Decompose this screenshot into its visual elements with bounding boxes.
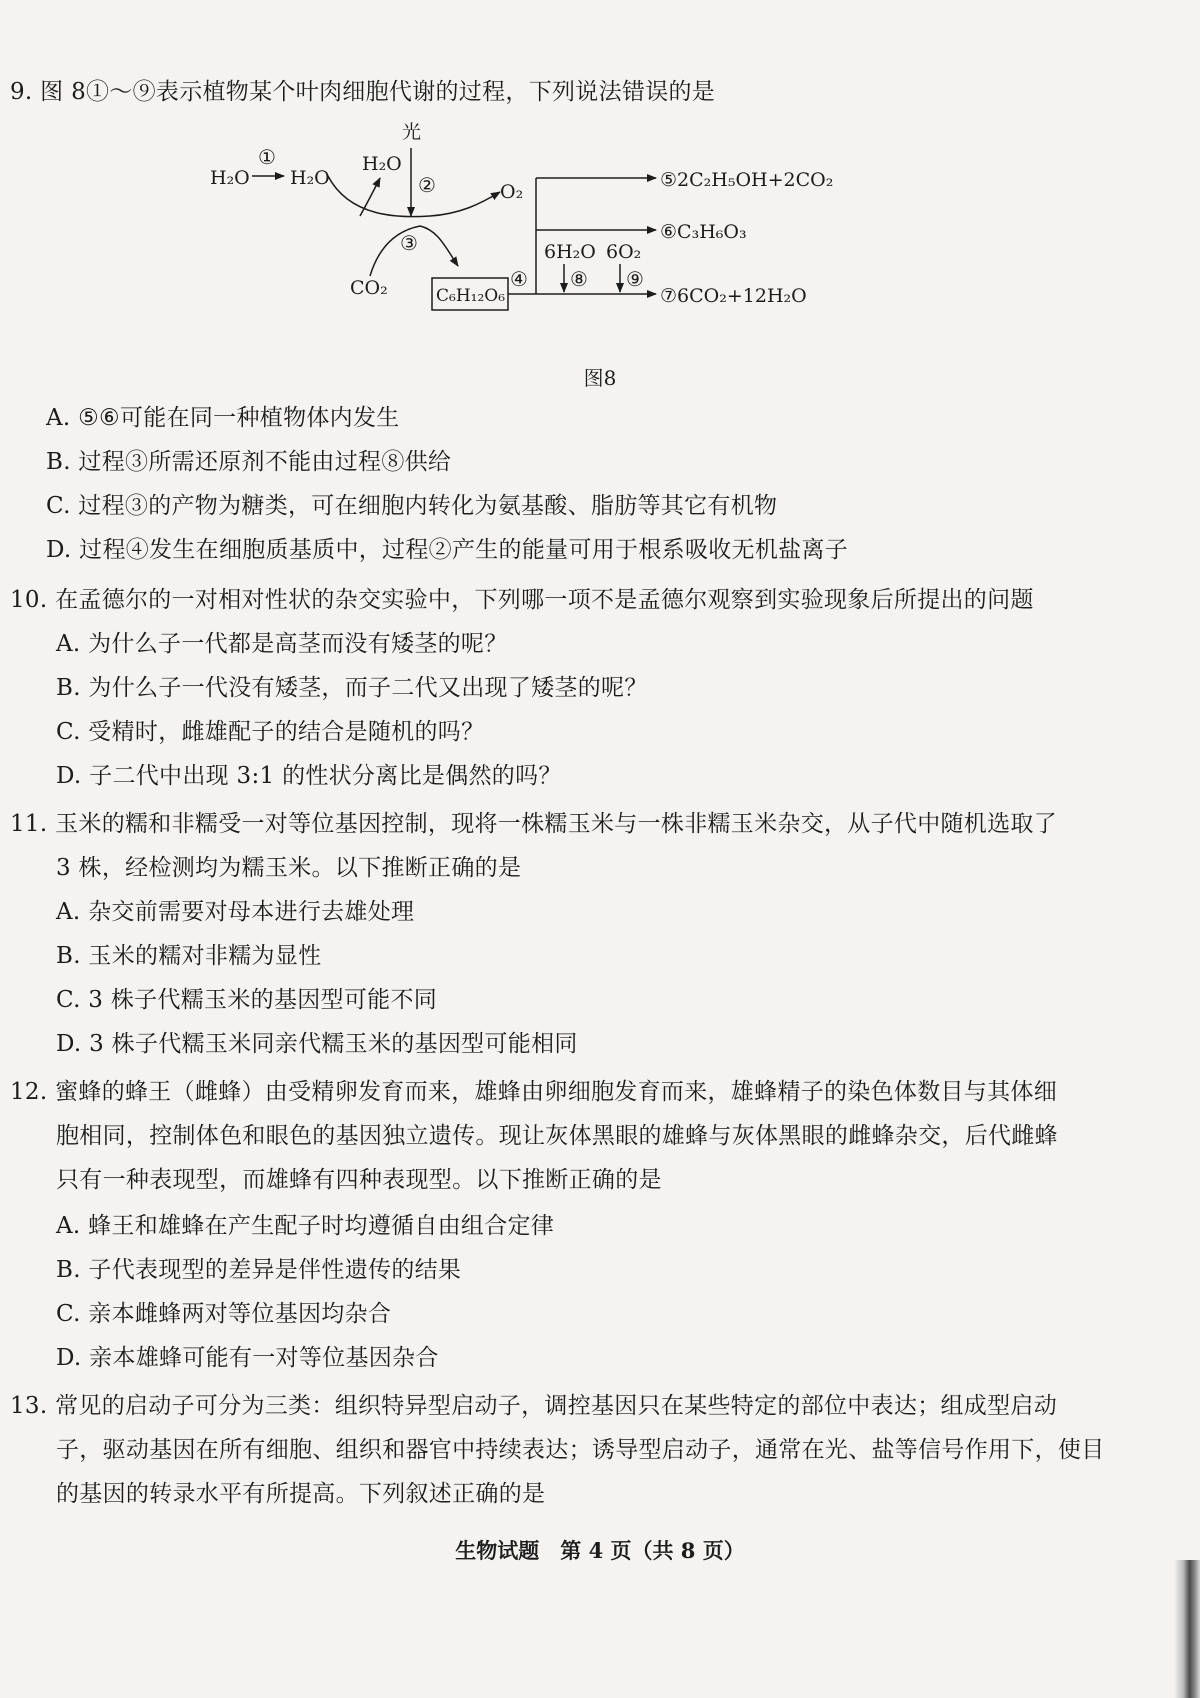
q10-option-d: D. 子二代中出现 3:1 的性状分离比是偶然的吗？ <box>56 763 562 789</box>
figure-8-diagram <box>200 118 880 358</box>
scan-edge-shadow <box>1174 1560 1200 1698</box>
light-label: 光 <box>402 121 422 143</box>
q12-option-b: B. 子代表现型的差异是伴性遗传的结果 <box>56 1257 462 1283</box>
question-13-stem: 13. 常见的启动子可分为三类：组织特异型启动子，调控基因只在某些特定的部位中表达；组成型启动 子，驱动基因在所有细胞、组织和器官中持续表达；诱导型启动子，通常在光、盐等信号作用下，使目 的基因的转录水平有所提高。下列叙述正确的是 <box>10 1393 1105 1507</box>
q9-option-c: C. 过程③的产物为糖类，可在细胞内转化为氨基酸、脂肪等其它有机物 <box>46 493 778 519</box>
step-2-label: ② <box>418 173 436 197</box>
q9-option-a: A. ⑤⑥可能在同一种植物体内发生 <box>46 405 400 431</box>
q9-option-b: B. 过程③所需还原剂不能由过程⑧供给 <box>46 449 452 475</box>
q10-option-b: B. 为什么子一代没有矮茎，而子二代又出现了矮茎的呢？ <box>56 675 648 701</box>
q12-option-a: A. 蜂王和雄蜂在产生配子时均遵循自由组合定律 <box>56 1213 555 1239</box>
h2o-left-label: H₂O <box>210 167 250 189</box>
product-7-label: ⑦6CO₂+12H₂O <box>660 285 807 307</box>
question-10-stem: 10. 在孟德尔的一对相对性状的杂交实验中，下列哪一项不是孟德尔观察到实验现象后所提出的问题 <box>10 587 1034 613</box>
step-9-label: ⑨ <box>626 267 644 291</box>
q11-option-c: C. 3 株子代糯玉米的基因型可能不同 <box>56 987 438 1013</box>
question-9-stem: 9. 图 8①～⑨表示植物某个叶肉细胞代谢的过程，下列说法错误的是 <box>10 79 716 105</box>
h2o-mid-label: H₂O <box>290 167 330 189</box>
q10-option-c: C. 受精时，雌雄配子的结合是随机的吗？ <box>56 719 485 745</box>
o26-label: 6O₂ <box>606 241 642 263</box>
q11-option-b: B. 玉米的糯对非糯为显性 <box>56 943 322 969</box>
glucose-label: C₆H₁₂O₆ <box>436 286 506 306</box>
q9-option-d: D. 过程④发生在细胞质基质中，过程②产生的能量可用于根系吸收无机盐离子 <box>46 537 849 563</box>
product-6-label: ⑥C₃H₆O₃ <box>660 221 747 243</box>
figure-caption: 图8 <box>583 366 617 390</box>
q10-option-a: A. 为什么子一代都是高茎而没有矮茎的呢？ <box>56 631 508 657</box>
page-footer: 生物试题 第 4 页（共 8 页） <box>455 1538 745 1563</box>
co2-label: CO₂ <box>350 277 388 299</box>
product-5-label: ⑤2C₂H₅OH+2CO₂ <box>660 169 834 191</box>
step-4-label: ④ <box>510 267 528 291</box>
q11-option-a: A. 杂交前需要对母本进行去雄处理 <box>56 899 415 925</box>
question-12-stem: 12. 蜜蜂的蜂王（雌蜂）由受精卵发育而来，雄蜂由卵细胞发育而来，雄蜂精子的染色体数目与其体细 胞相同，控制体色和眼色的基因独立遗传。现让灰体黑眼的雄蜂与灰体黑眼的雌蜂杂交，后代雌蜂 只有一种表现型，而雄蜂有四种表现型。以下推断正确的是 <box>10 1079 1058 1193</box>
h2o-top-label: H₂O <box>362 153 402 175</box>
q12-option-d: D. 亲本雄蜂可能有一对等位基因杂合 <box>56 1345 439 1371</box>
o2-label: O₂ <box>500 181 524 203</box>
step-3-label: ③ <box>400 231 418 255</box>
q11-option-d: D. 3 株子代糯玉米同亲代糯玉米的基因型可能相同 <box>56 1031 578 1057</box>
step-1-label: ① <box>258 145 276 169</box>
arrow-h2o-to-o2 <box>328 176 500 217</box>
h2o6-label: 6H₂O <box>544 241 596 263</box>
q12-option-c: C. 亲本雌蜂两对等位基因均杂合 <box>56 1301 392 1327</box>
step-8-label: ⑧ <box>570 267 588 291</box>
question-11-stem: 11. 玉米的糯和非糯受一对等位基因控制，现将一株糯玉米与一株非糯玉米杂交，从子代中随机选取了 3 株，经检测均为糯玉米。以下推断正确的是 <box>10 811 1057 881</box>
